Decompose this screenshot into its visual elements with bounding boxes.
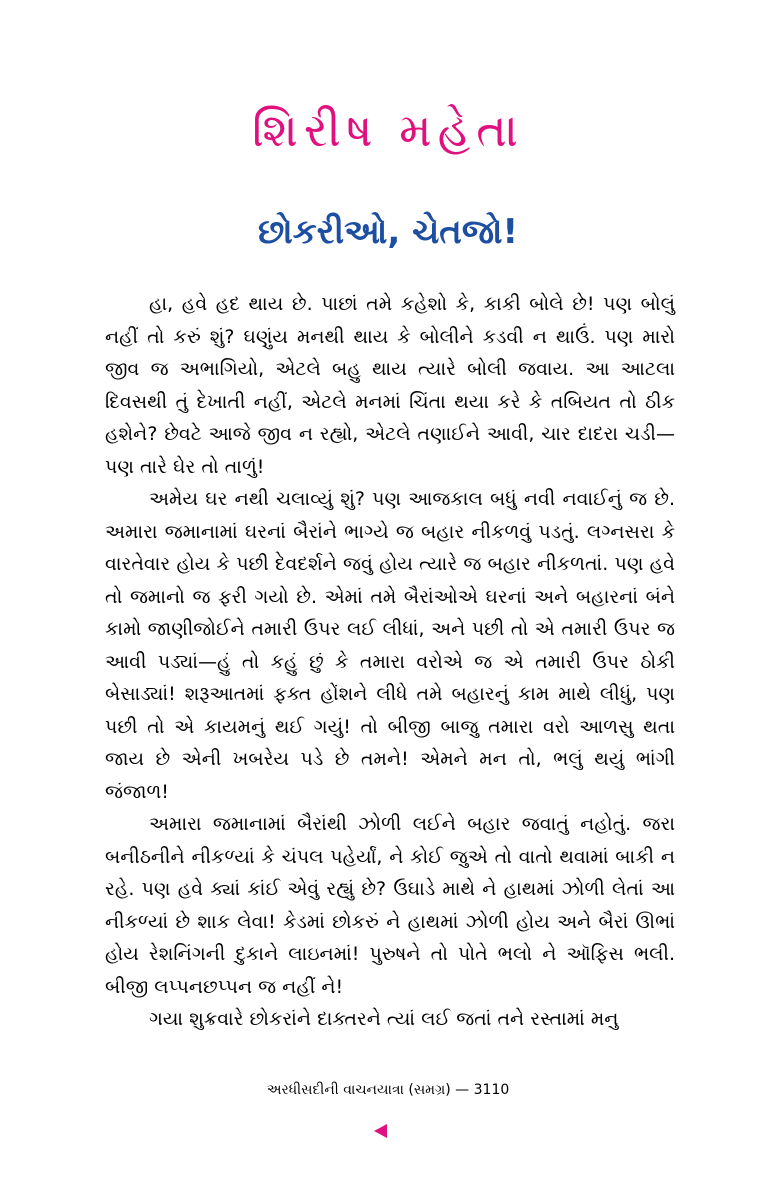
paragraph: અમારા જમાનામાં બૈરાંથી ઝોળી લઈને બહાર જવાતું નહોતું. જરા બનીઠનીને નીકળ્યાં કે ચંપલ પહેર્યાં, ને કોઈ જુએ તો વાતો થવામાં બાકી ન રહે. પણ હવે ક્યાં કાંઈ એવું રહ્યું છે? ઉઘાડે માથે ને હાથમાં ઝોળી લેતાં આ નીકળ્યાં છે શાક લેવા! કેડમાં છોકરું ને હાથમાં ઝોળી હોય અને બૈરાં ઊભાં હોય રેશનિંગની દુકાને લાઇનમાં! પુરુષને તો પોતે ભલો ને ઑફિસ ભલી. બીજી લપ્પનછપ્પન જ નહીં ને! xyxy=(105,813,675,998)
article-body xyxy=(105,288,675,1036)
page-title: છોકરીઓ, ચેતજો! xyxy=(257,212,518,252)
author-name: શિરીષ મહેતા xyxy=(251,103,525,157)
previous-page-arrow-icon[interactable] xyxy=(374,1124,387,1138)
page-footer: અરધીસદીની વાચનયાત્રા (સમગ્ર) — 3110 xyxy=(266,1082,510,1098)
paragraph: ગયા શુક્રવારે છોકરાંને દાક્તરને ત્યાં લઈ જતાં તને રસ્તામાં મનુ xyxy=(149,1008,619,1030)
paragraph: અમેય ઘર નથી ચલાવ્યું શું? પણ આજકાલ બધું નવી નવાઈનું જ છે. અમારા જમાનામાં ઘરનાં બૈરાંને ભાગ્યે જ બહાર નીકળવું પડતું. લગ્નસરા કે વારતેવાર હોય કે પછી દેવદર્શને જવું હોય ત્યારે જ બહાર નીકળતાં. પણ હવે તો જમાનો જ ફરી ગયો છે. એમાં તમે બૈરાંઓએ ઘરનાં અને બહારનાં બંને કામો જાણીજોઈને તમારી ઉપર લઈ લીધાં, અને પછી તો એ તમારી ઉપર જ આવી પડ્યાં—હું તો કહું છું કે તમારા વરોએ જ એ તમારી ઉપર ઠોકી બેસાડ્યાં! શરૂઆતમાં ફક્ત હોંશને લીધે તમે બહારનું કામ માથે લીધું, પણ પછી તો એ કાયમનું થઈ ગયું! તો બીજી બાજુ તમારા વરો આળસુ થતા જાય છે એની ખબરેય પડે છે તમને! એમને મન તો, ભલું થયું ભાંગી જંજાળ! xyxy=(105,488,675,803)
paragraph: હા, હવે હદ થાય છે. પાછાં તમે કહેશો કે, કાકી બોલે છે! પણ બોલું નહીં તો કરું શું? ઘણુંય મનથી થાય કે બોલીને કડવી ન થાઉં. પણ મારો જીવ જ અભાગિયો, એટલે બહુ થાય ત્યારે બોલી જવાય. આ આટલા દિવસથી તું દેખાતી નહીં, એટલે મનમાં ચિંતા થયા કરે કે તબિયત તો ઠીક હશેને? છેવટે આજે જીવ ન રહ્યો, એટલે તણાઈને આવી, ચાર દાદરા ચડી—પણ તારે ઘેર તો તાળું! xyxy=(105,293,675,478)
